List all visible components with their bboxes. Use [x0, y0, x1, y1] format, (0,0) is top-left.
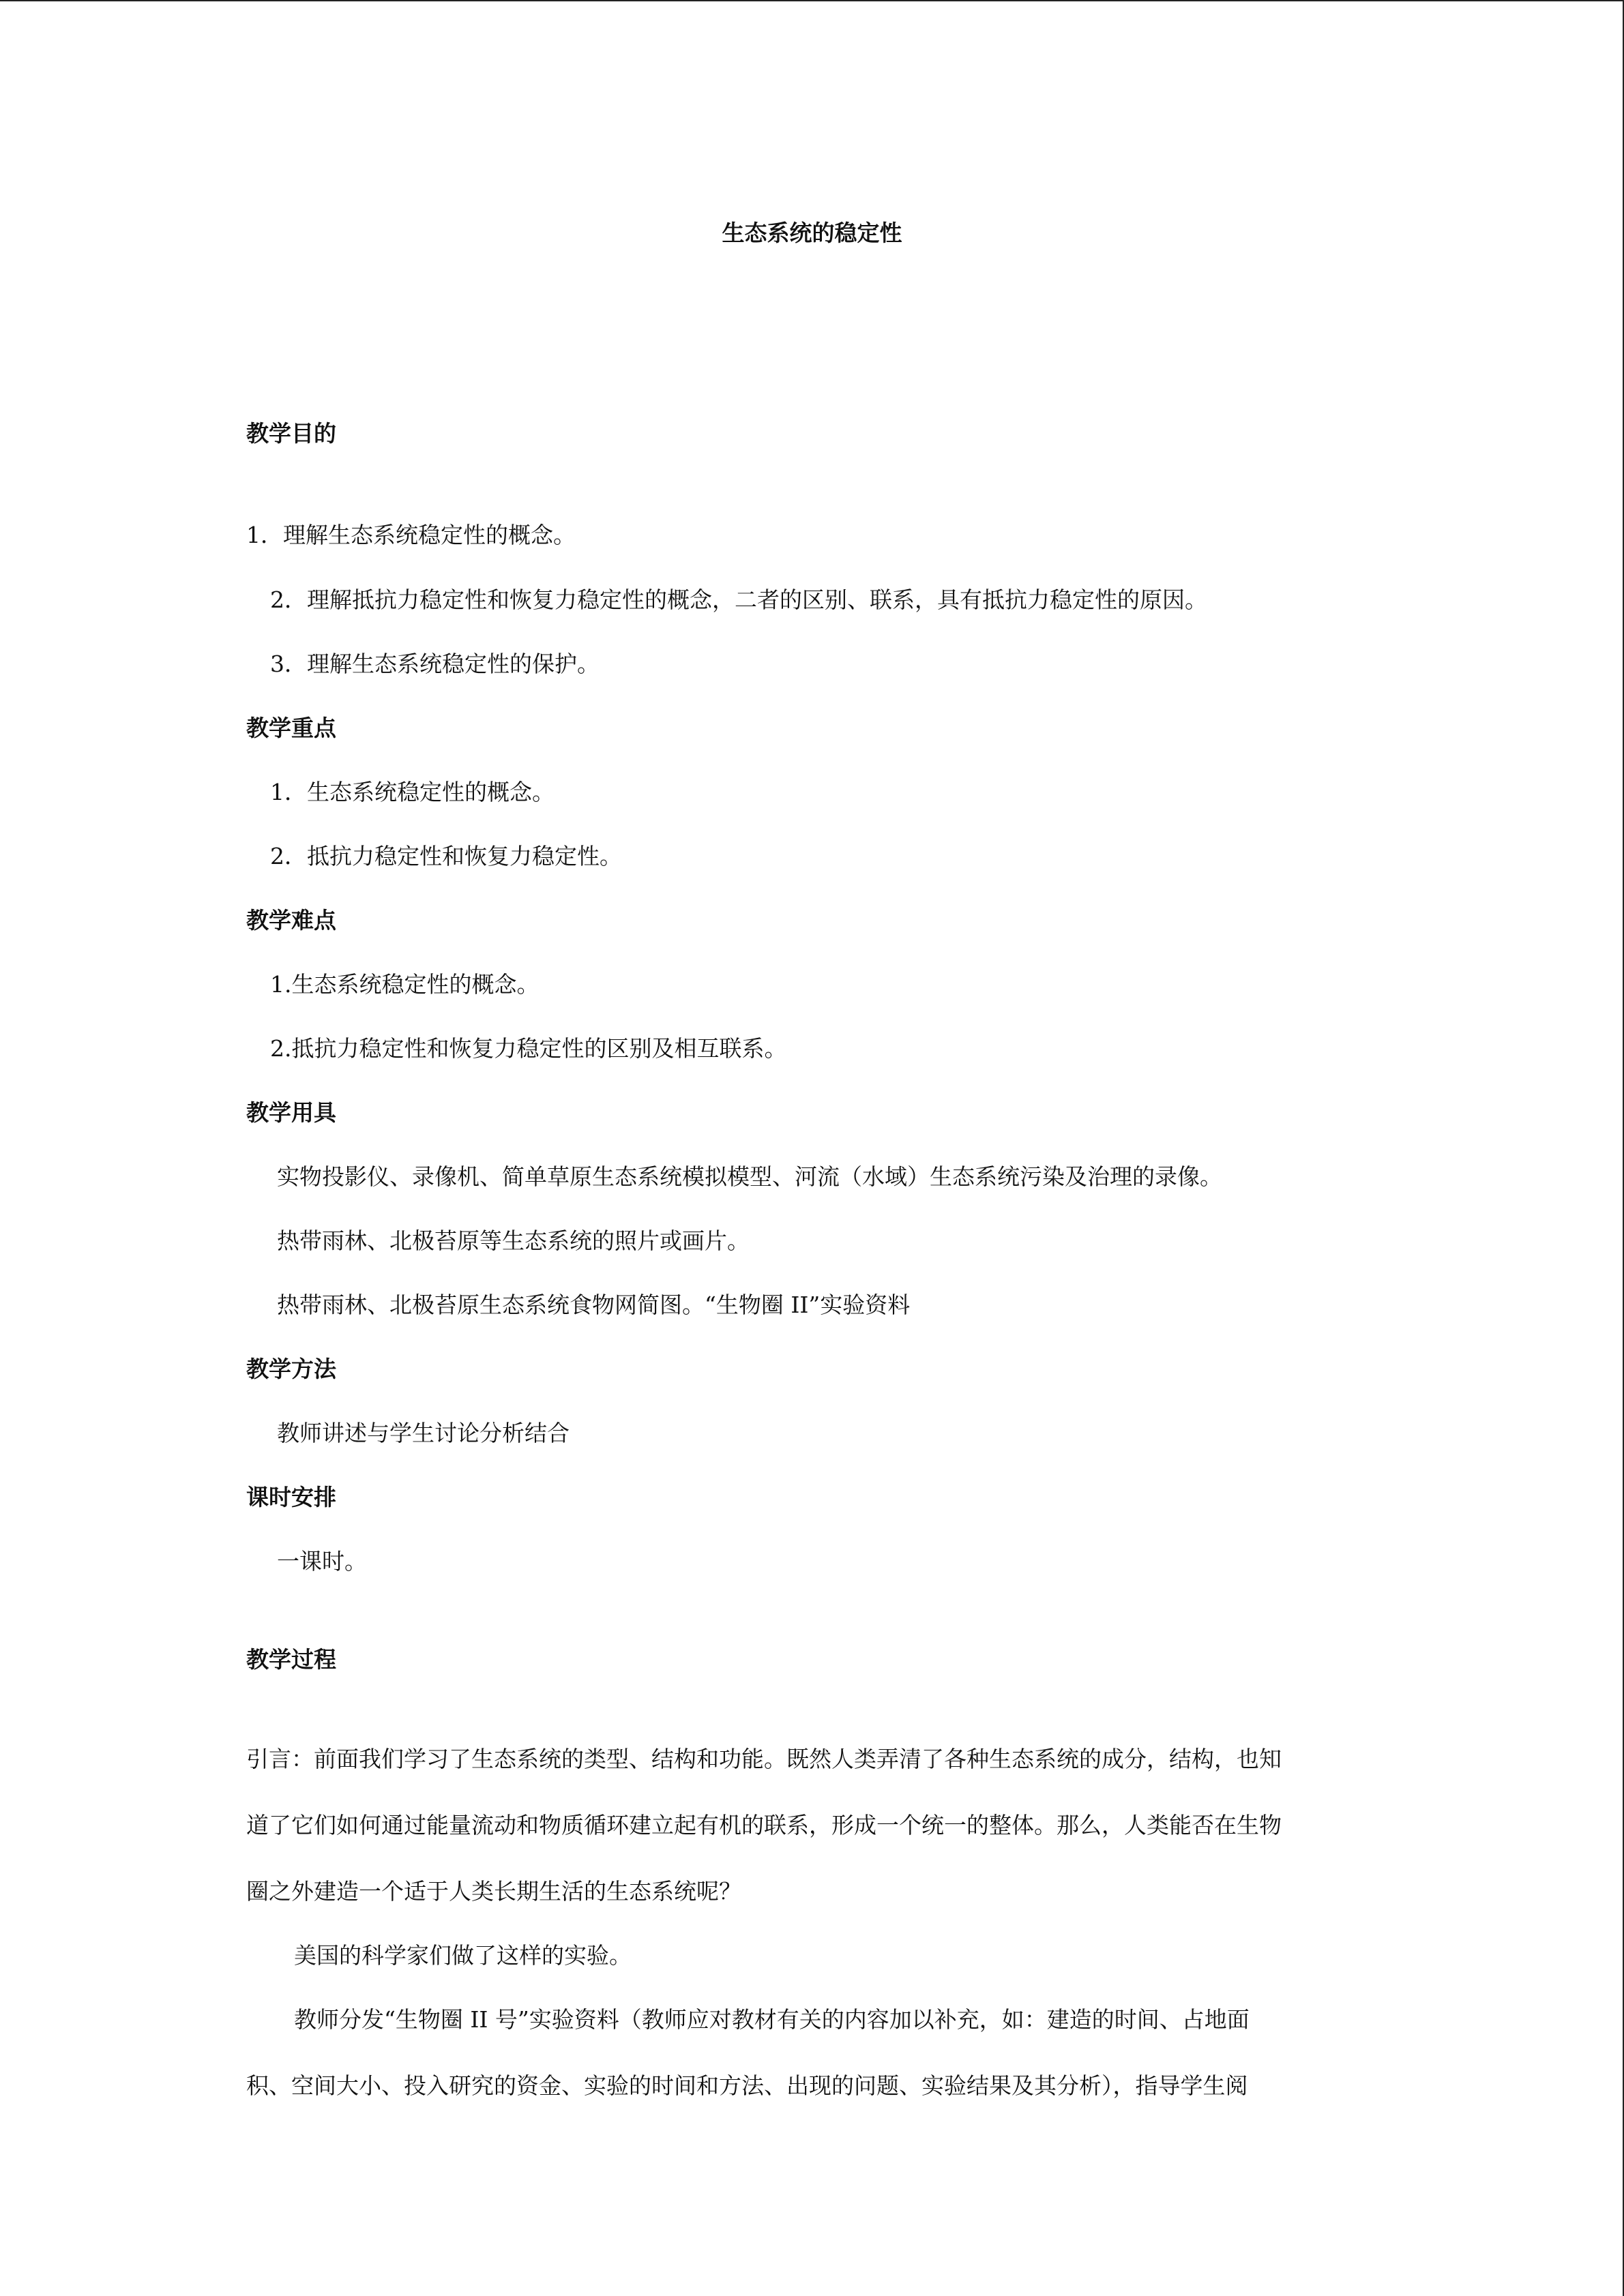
process-line: 圈之外建造一个适于人类长期生活的生态系统呢？	[246, 1878, 741, 1905]
tool-item: 热带雨林、北极苔原生态系统食物网简图。“生物圈 II”实验资料	[277, 1292, 911, 1318]
page-title: 生态系统的稳定性	[722, 220, 902, 246]
objective-item: 3．理解生态系统稳定性的保护。	[270, 651, 600, 677]
objective-item: 2．理解抵抗力稳定性和恢复力稳定性的概念，二者的区别、联系，具有抵抗力稳定性的原因。	[270, 586, 1207, 613]
process-line: 道了它们如何通过能量流动和物质循环建立起有机的联系，形成一个统一的整体。那么，人类能否在生物	[246, 1812, 1282, 1838]
objective-item: 1．理解生态系统稳定性的概念。	[246, 522, 576, 548]
section-heading-key-points: 教学重点	[246, 715, 336, 741]
tool-item: 实物投影仪、录像机、简单草原生态系统模拟模型、河流（水域）生态系统污染及治理的录像。	[277, 1163, 1222, 1190]
section-heading-objectives: 教学目的	[246, 420, 336, 447]
section-heading-schedule: 课时安排	[246, 1484, 336, 1510]
schedule-item: 一课时。	[277, 1548, 367, 1575]
key-point-item: 2．抵抗力稳定性和恢复力稳定性。	[270, 843, 622, 869]
section-heading-tools: 教学用具	[246, 1099, 336, 1126]
method-item: 教师讲述与学生讨论分析结合	[277, 1420, 570, 1446]
difficulty-item: 2.抵抗力稳定性和恢复力稳定性的区别及相互联系。	[270, 1035, 787, 1062]
section-heading-methods: 教学方法	[246, 1356, 336, 1382]
process-line: 引言：前面我们学习了生态系统的类型、结构和功能。既然人类弄清了各种生态系统的成分，结构，也知	[246, 1746, 1282, 1772]
section-heading-difficulties: 教学难点	[246, 907, 336, 934]
tool-item: 热带雨林、北极苔原等生态系统的照片或画片。	[277, 1227, 750, 1254]
process-line: 积、空间大小、投入研究的资金、实验的时间和方法、出现的问题、实验结果及其分析），指导学生阅	[246, 2072, 1248, 2099]
key-point-item: 1．生态系统稳定性的概念。	[270, 779, 555, 805]
process-line: 美国的科学家们做了这样的实验。	[294, 1942, 632, 1969]
difficulty-item: 1.生态系统稳定性的概念。	[270, 971, 540, 998]
section-heading-process: 教学过程	[246, 1646, 336, 1673]
process-line: 教师分发“生物圈 II 号”实验资料（教师应对教材有关的内容加以补充，如：建造的时间、占地面	[294, 2006, 1250, 2033]
